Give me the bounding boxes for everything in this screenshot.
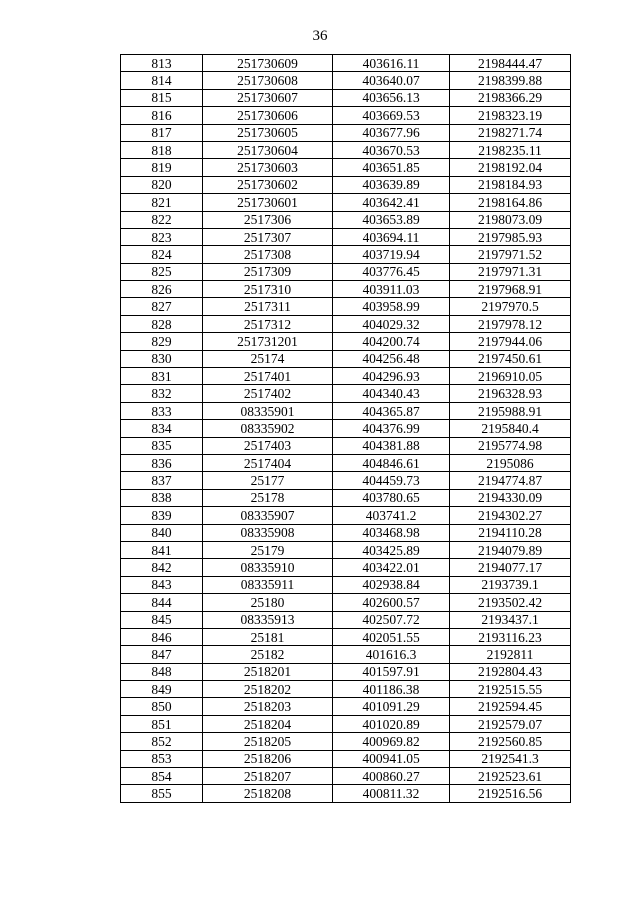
x-coordinate-cell: 401597.91	[333, 663, 450, 680]
x-coordinate-cell: 404296.93	[333, 368, 450, 385]
y-coordinate-cell: 2197971.31	[450, 263, 571, 280]
y-coordinate-cell: 2198323.19	[450, 107, 571, 124]
point-id-cell: 2518201	[203, 663, 333, 680]
row-index-cell: 842	[121, 559, 203, 576]
point-id-cell: 251730606	[203, 107, 333, 124]
row-index-cell: 837	[121, 472, 203, 489]
y-coordinate-cell: 2195840.4	[450, 420, 571, 437]
y-coordinate-cell: 2192811	[450, 646, 571, 663]
y-coordinate-cell: 2197978.12	[450, 315, 571, 332]
row-index-cell: 819	[121, 159, 203, 176]
row-index-cell: 831	[121, 368, 203, 385]
x-coordinate-cell: 401091.29	[333, 698, 450, 715]
row-index-cell: 830	[121, 350, 203, 367]
row-index-cell: 853	[121, 750, 203, 767]
y-coordinate-cell: 2193739.1	[450, 576, 571, 593]
point-id-cell: 25179	[203, 541, 333, 558]
y-coordinate-cell: 2192516.56	[450, 785, 571, 802]
table-row	[121, 298, 571, 315]
row-index-cell: 835	[121, 437, 203, 454]
table-row	[121, 333, 571, 350]
y-coordinate-cell: 2192579.07	[450, 715, 571, 732]
y-coordinate-cell: 2196910.05	[450, 368, 571, 385]
row-index-cell: 815	[121, 89, 203, 106]
table-row	[121, 246, 571, 263]
table-row	[121, 385, 571, 402]
table-row	[121, 594, 571, 611]
y-coordinate-cell: 2197970.5	[450, 298, 571, 315]
point-id-cell: 2517403	[203, 437, 333, 454]
point-id-cell: 2518204	[203, 715, 333, 732]
y-coordinate-cell: 2194079.89	[450, 541, 571, 558]
row-index-cell: 849	[121, 681, 203, 698]
table-row	[121, 489, 571, 506]
table-row	[121, 315, 571, 332]
table-row	[121, 281, 571, 298]
page-number: 36	[312, 28, 328, 44]
x-coordinate-cell: 404846.61	[333, 454, 450, 471]
row-index-cell: 817	[121, 124, 203, 141]
table-row	[121, 55, 571, 72]
point-id-cell: 2517308	[203, 246, 333, 263]
y-coordinate-cell: 2198164.86	[450, 194, 571, 211]
row-index-cell: 841	[121, 541, 203, 558]
table-row	[121, 785, 571, 802]
y-coordinate-cell: 2198235.11	[450, 141, 571, 158]
point-id-cell: 25177	[203, 472, 333, 489]
x-coordinate-cell: 403677.96	[333, 124, 450, 141]
x-coordinate-cell: 403670.53	[333, 141, 450, 158]
table-row	[121, 681, 571, 698]
table-row	[121, 698, 571, 715]
table-row	[121, 107, 571, 124]
table-row	[121, 368, 571, 385]
row-index-cell: 846	[121, 628, 203, 645]
table-row	[121, 715, 571, 732]
table-row	[121, 176, 571, 193]
x-coordinate-cell: 402507.72	[333, 611, 450, 628]
x-coordinate-cell: 403653.89	[333, 211, 450, 228]
y-coordinate-cell: 2195988.91	[450, 402, 571, 419]
x-coordinate-cell: 403639.89	[333, 176, 450, 193]
y-coordinate-cell: 2198271.74	[450, 124, 571, 141]
x-coordinate-cell: 401616.3	[333, 646, 450, 663]
x-coordinate-cell: 403422.01	[333, 559, 450, 576]
point-id-cell: 251730601	[203, 194, 333, 211]
row-index-cell: 838	[121, 489, 203, 506]
point-id-cell: 251730609	[203, 55, 333, 72]
y-coordinate-cell: 2194774.87	[450, 472, 571, 489]
x-coordinate-cell: 403642.41	[333, 194, 450, 211]
table-row	[121, 559, 571, 576]
point-id-cell: 25174	[203, 350, 333, 367]
row-index-cell: 813	[121, 55, 203, 72]
point-id-cell: 25178	[203, 489, 333, 506]
y-coordinate-cell: 2193437.1	[450, 611, 571, 628]
row-index-cell: 843	[121, 576, 203, 593]
x-coordinate-cell: 402938.84	[333, 576, 450, 593]
point-id-cell: 2518203	[203, 698, 333, 715]
point-id-cell: 251731201	[203, 333, 333, 350]
table-row	[121, 159, 571, 176]
x-coordinate-cell: 403640.07	[333, 72, 450, 89]
table-row	[121, 141, 571, 158]
table-row	[121, 750, 571, 767]
y-coordinate-cell: 2194302.27	[450, 507, 571, 524]
table-row	[121, 228, 571, 245]
row-index-cell: 826	[121, 281, 203, 298]
point-id-cell: 2517306	[203, 211, 333, 228]
y-coordinate-cell: 2195774.98	[450, 437, 571, 454]
x-coordinate-cell: 403616.11	[333, 55, 450, 72]
table-row	[121, 646, 571, 663]
row-index-cell: 854	[121, 768, 203, 785]
table-row	[121, 472, 571, 489]
point-id-cell: 2517312	[203, 315, 333, 332]
table-row	[121, 89, 571, 106]
point-id-cell: 251730607	[203, 89, 333, 106]
row-index-cell: 816	[121, 107, 203, 124]
point-id-cell: 08335910	[203, 559, 333, 576]
y-coordinate-cell: 2197450.61	[450, 350, 571, 367]
x-coordinate-cell: 402600.57	[333, 594, 450, 611]
coordinates-table	[120, 54, 571, 803]
y-coordinate-cell: 2198184.93	[450, 176, 571, 193]
point-id-cell: 2518205	[203, 733, 333, 750]
x-coordinate-cell: 400941.05	[333, 750, 450, 767]
y-coordinate-cell: 2194330.09	[450, 489, 571, 506]
row-index-cell: 850	[121, 698, 203, 715]
y-coordinate-cell: 2193502.42	[450, 594, 571, 611]
point-id-cell: 251730604	[203, 141, 333, 158]
x-coordinate-cell: 403958.99	[333, 298, 450, 315]
row-index-cell: 834	[121, 420, 203, 437]
point-id-cell: 2518208	[203, 785, 333, 802]
point-id-cell: 08335901	[203, 402, 333, 419]
table-row	[121, 350, 571, 367]
table-row	[121, 402, 571, 419]
point-id-cell: 2517310	[203, 281, 333, 298]
x-coordinate-cell: 404459.73	[333, 472, 450, 489]
x-coordinate-cell: 403425.89	[333, 541, 450, 558]
x-coordinate-cell: 403780.65	[333, 489, 450, 506]
x-coordinate-cell: 404381.88	[333, 437, 450, 454]
point-id-cell: 2517401	[203, 368, 333, 385]
row-index-cell: 855	[121, 785, 203, 802]
point-id-cell: 2518206	[203, 750, 333, 767]
table-row	[121, 437, 571, 454]
x-coordinate-cell: 403694.11	[333, 228, 450, 245]
point-id-cell: 2517307	[203, 228, 333, 245]
x-coordinate-cell: 404029.32	[333, 315, 450, 332]
x-coordinate-cell: 401186.38	[333, 681, 450, 698]
y-coordinate-cell: 2197971.52	[450, 246, 571, 263]
point-id-cell: 08335907	[203, 507, 333, 524]
x-coordinate-cell: 403911.03	[333, 281, 450, 298]
table-row	[121, 576, 571, 593]
x-coordinate-cell: 404200.74	[333, 333, 450, 350]
table-row	[121, 454, 571, 471]
point-id-cell: 08335902	[203, 420, 333, 437]
x-coordinate-cell: 403776.45	[333, 263, 450, 280]
point-id-cell: 251730602	[203, 176, 333, 193]
y-coordinate-cell: 2197944.06	[450, 333, 571, 350]
point-id-cell: 251730603	[203, 159, 333, 176]
table-row	[121, 663, 571, 680]
x-coordinate-cell: 403651.85	[333, 159, 450, 176]
point-id-cell: 2517309	[203, 263, 333, 280]
y-coordinate-cell: 2197968.91	[450, 281, 571, 298]
row-index-cell: 844	[121, 594, 203, 611]
y-coordinate-cell: 2192594.45	[450, 698, 571, 715]
x-coordinate-cell: 403656.13	[333, 89, 450, 106]
row-index-cell: 823	[121, 228, 203, 245]
row-index-cell: 833	[121, 402, 203, 419]
y-coordinate-cell: 2198192.04	[450, 159, 571, 176]
x-coordinate-cell: 404340.43	[333, 385, 450, 402]
row-index-cell: 824	[121, 246, 203, 263]
x-coordinate-cell: 401020.89	[333, 715, 450, 732]
x-coordinate-cell: 403468.98	[333, 524, 450, 541]
y-coordinate-cell: 2197985.93	[450, 228, 571, 245]
y-coordinate-cell: 2192804.43	[450, 663, 571, 680]
row-index-cell: 827	[121, 298, 203, 315]
y-coordinate-cell: 2198073.09	[450, 211, 571, 228]
point-id-cell: 25182	[203, 646, 333, 663]
table-row	[121, 628, 571, 645]
x-coordinate-cell: 402051.55	[333, 628, 450, 645]
point-id-cell: 2517402	[203, 385, 333, 402]
table-row	[121, 194, 571, 211]
table-row	[121, 733, 571, 750]
point-id-cell: 25180	[203, 594, 333, 611]
y-coordinate-cell: 2196328.93	[450, 385, 571, 402]
y-coordinate-cell: 2192560.85	[450, 733, 571, 750]
y-coordinate-cell: 2198366.29	[450, 89, 571, 106]
y-coordinate-cell: 2192515.55	[450, 681, 571, 698]
y-coordinate-cell: 2192541.3	[450, 750, 571, 767]
point-id-cell: 08335913	[203, 611, 333, 628]
row-index-cell: 820	[121, 176, 203, 193]
y-coordinate-cell: 2194077.17	[450, 559, 571, 576]
row-index-cell: 828	[121, 315, 203, 332]
y-coordinate-cell: 2193116.23	[450, 628, 571, 645]
table-row	[121, 611, 571, 628]
x-coordinate-cell: 400969.82	[333, 733, 450, 750]
x-coordinate-cell: 404376.99	[333, 420, 450, 437]
x-coordinate-cell: 404365.87	[333, 402, 450, 419]
table-row	[121, 124, 571, 141]
point-id-cell: 25181	[203, 628, 333, 645]
table-row	[121, 72, 571, 89]
y-coordinate-cell: 2192523.61	[450, 768, 571, 785]
point-id-cell: 2517404	[203, 454, 333, 471]
y-coordinate-cell: 2195086	[450, 454, 571, 471]
y-coordinate-cell: 2198444.47	[450, 55, 571, 72]
point-id-cell: 08335908	[203, 524, 333, 541]
point-id-cell: 251730605	[203, 124, 333, 141]
point-id-cell: 2518207	[203, 768, 333, 785]
table-row	[121, 263, 571, 280]
row-index-cell: 852	[121, 733, 203, 750]
row-index-cell: 818	[121, 141, 203, 158]
row-index-cell: 822	[121, 211, 203, 228]
row-index-cell: 825	[121, 263, 203, 280]
row-index-cell: 821	[121, 194, 203, 211]
row-index-cell: 836	[121, 454, 203, 471]
table-row	[121, 507, 571, 524]
table-row	[121, 768, 571, 785]
x-coordinate-cell: 400860.27	[333, 768, 450, 785]
row-index-cell: 840	[121, 524, 203, 541]
x-coordinate-cell: 403741.2	[333, 507, 450, 524]
row-index-cell: 839	[121, 507, 203, 524]
x-coordinate-cell: 400811.32	[333, 785, 450, 802]
coordinates-table-body	[121, 55, 571, 803]
x-coordinate-cell: 403719.94	[333, 246, 450, 263]
table-row	[121, 524, 571, 541]
row-index-cell: 845	[121, 611, 203, 628]
row-index-cell: 851	[121, 715, 203, 732]
point-id-cell: 2517311	[203, 298, 333, 315]
row-index-cell: 848	[121, 663, 203, 680]
row-index-cell: 829	[121, 333, 203, 350]
point-id-cell: 251730608	[203, 72, 333, 89]
table-row	[121, 211, 571, 228]
row-index-cell: 832	[121, 385, 203, 402]
x-coordinate-cell: 404256.48	[333, 350, 450, 367]
table-row	[121, 420, 571, 437]
point-id-cell: 08335911	[203, 576, 333, 593]
point-id-cell: 2518202	[203, 681, 333, 698]
x-coordinate-cell: 403669.53	[333, 107, 450, 124]
y-coordinate-cell: 2194110.28	[450, 524, 571, 541]
row-index-cell: 847	[121, 646, 203, 663]
row-index-cell: 814	[121, 72, 203, 89]
y-coordinate-cell: 2198399.88	[450, 72, 571, 89]
table-row	[121, 541, 571, 558]
